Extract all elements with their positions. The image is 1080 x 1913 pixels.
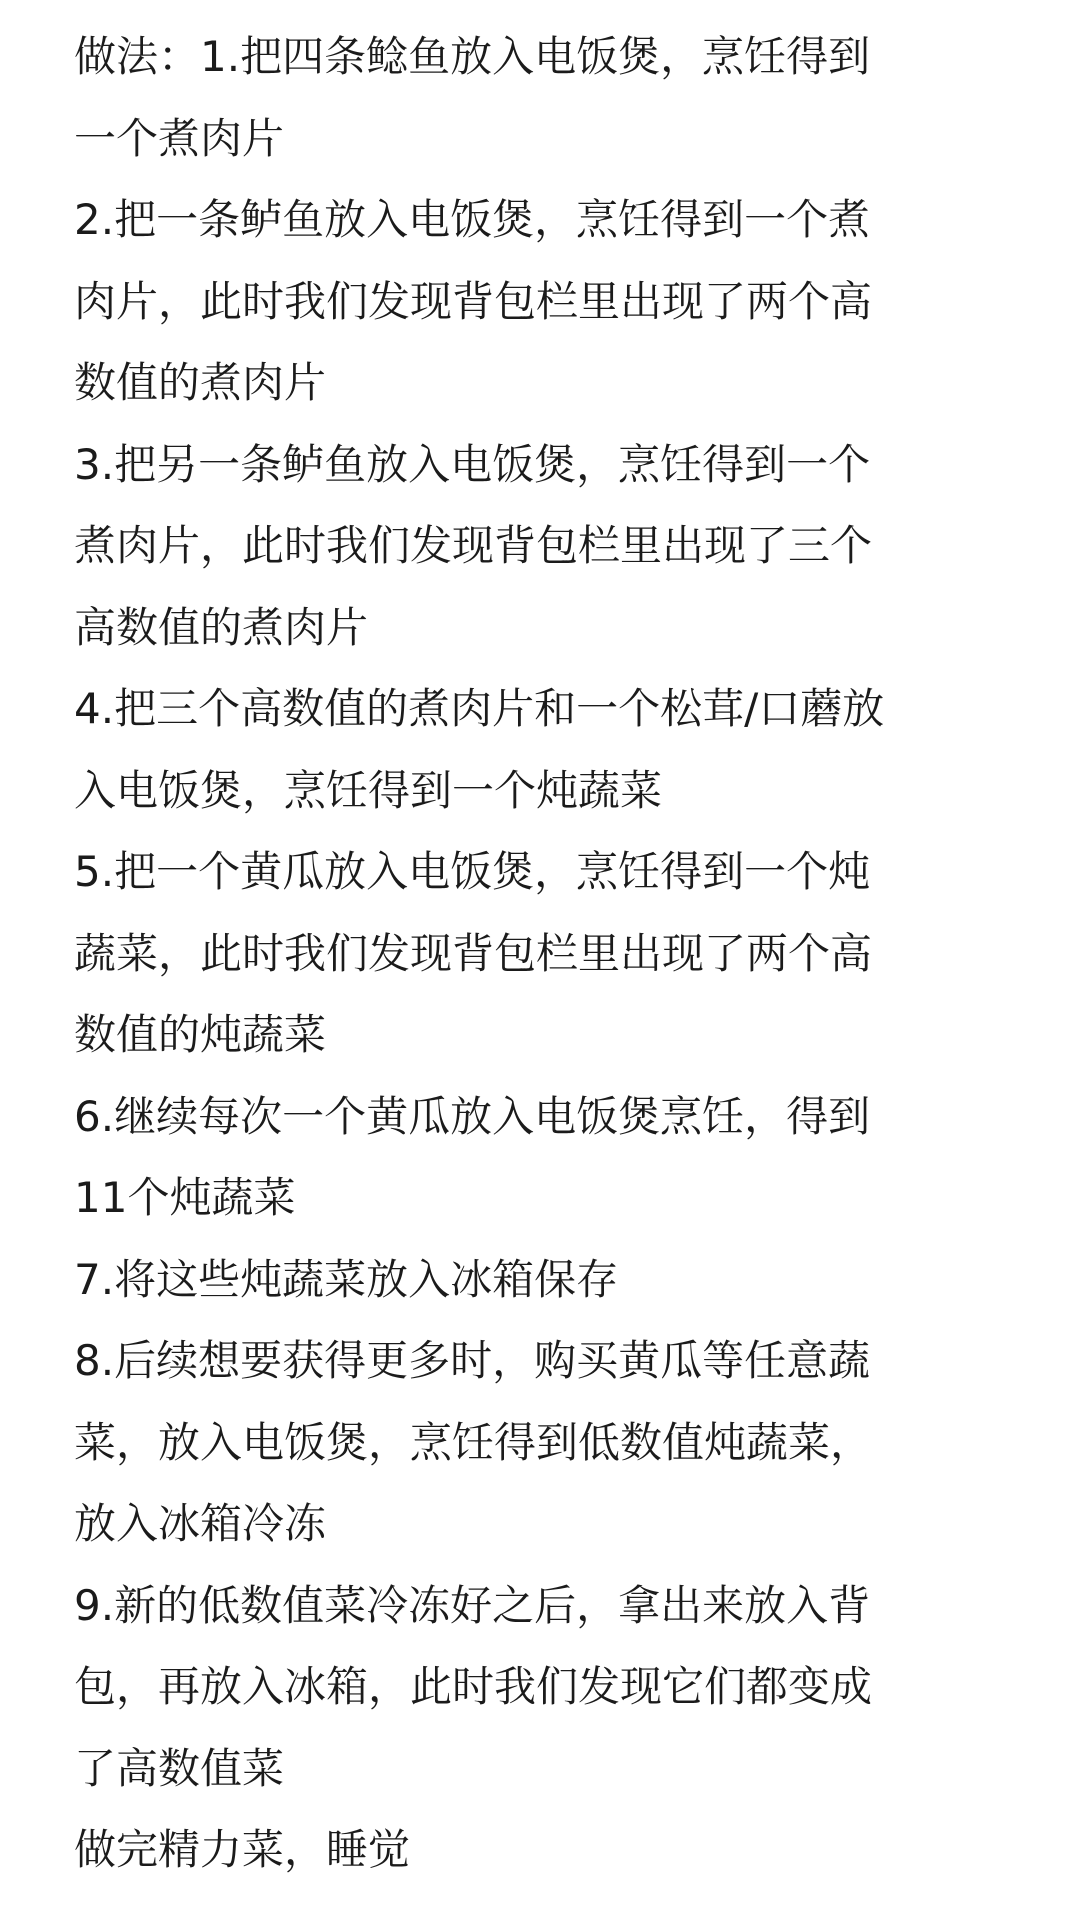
text-line: 数值的煮肉片 [74,358,327,407]
text-line: 菜，放入电饭煲，烹饪得到低数值炖蔬菜， [74,1417,873,1467]
text-line: 包，再放入冰箱，此时我们发现它们都变成 [74,1662,873,1711]
text-line: 3.把另一条鲈鱼放入电饭煲，烹饪得到一个 [74,439,871,489]
text-line: 做完精力菜，睡觉 [74,1825,411,1874]
text-line: 6.继续每次一个黄瓜放入电饭煲烹饪，得到 [74,1091,871,1141]
text-line: 8.后续想要获得更多时，购买黄瓜等任意蔬 [74,1336,871,1385]
text-line: 2.把一条鲈鱼放入电饭煲，烹饪得到一个煮 [74,195,871,244]
text-line: 蔬菜，此时我们发现背包栏里出现了两个高 [74,928,873,978]
text-line: 煮肉片，此时我们发现背包栏里出现了三个 [74,521,873,570]
text-line: 入电饭煲，烹饪得到一个炖蔬菜 [74,765,663,815]
text-line: 11个炖蔬菜 [74,1173,296,1222]
text-line: 4.把三个高数值的煮肉片和一个松茸/口蘑放 [74,684,885,733]
recipe-text [74,16,1034,1891]
text-line: 了高数值菜 [74,1743,285,1793]
text-line: 一个煮肉片 [74,113,285,163]
text-line: 做法：1.把四条鲶鱼放入电饭煲，烹饪得到 [74,32,871,81]
text-line: 5.把一个黄瓜放入电饭煲，烹饪得到一个炖 [74,847,871,896]
text-line: 数值的炖蔬菜 [74,1010,327,1059]
text-line: 7.将这些炖蔬菜放入冰箱保存 [74,1254,619,1304]
text-line: 肉片，此时我们发现背包栏里出现了两个高 [74,276,873,326]
text-line: 高数值的煮肉片 [74,602,369,652]
text-line: 放入冰箱冷冻 [74,1499,327,1548]
text-line: 9.新的低数值菜冷冻好之后，拿出来放入背 [74,1580,871,1630]
